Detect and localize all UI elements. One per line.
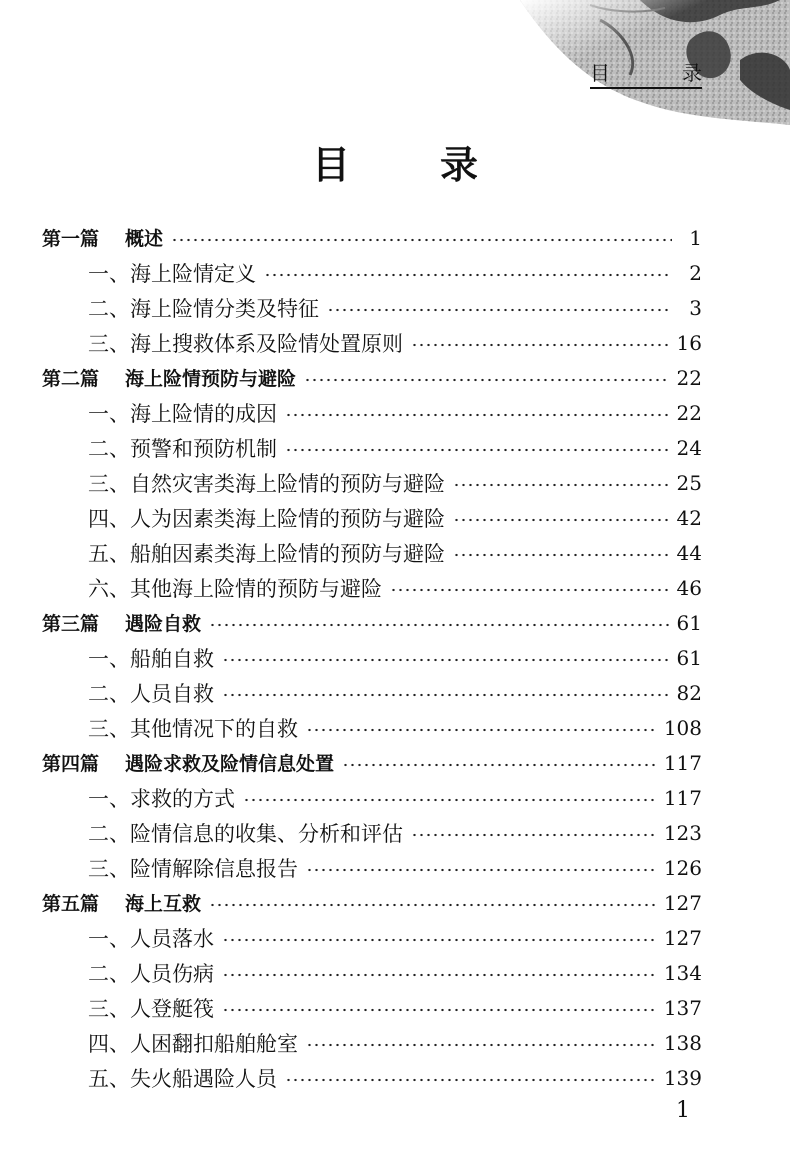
toc-part-title: 遇险求救及险情信息处置 xyxy=(125,753,335,775)
toc-entry-label: 五、船舶因素类海上险情的预防与避险 xyxy=(88,541,445,566)
toc-entry-label: 一、人员落水 xyxy=(88,926,214,951)
toc-page-number: 117 xyxy=(663,750,702,775)
toc-page-number: 138 xyxy=(663,1030,702,1055)
toc-dot-leader xyxy=(390,588,669,592)
toc-entry-label xyxy=(42,609,201,636)
toc-entry-label: 一、船舶自救 xyxy=(88,646,214,671)
toc-entry-label: 一、海上险情的成因 xyxy=(88,401,277,426)
toc-dot-leader xyxy=(264,273,672,277)
toc-dot-leader xyxy=(171,238,672,242)
toc-section-row[interactable] xyxy=(42,920,702,955)
toc-section-row[interactable] xyxy=(42,1060,702,1095)
toc-entry-label: 五、失火船遇险人员 xyxy=(88,1066,277,1091)
toc-dot-leader xyxy=(222,658,669,662)
toc-page-number: 137 xyxy=(663,995,702,1020)
page-number: 1 xyxy=(676,1098,690,1123)
toc-page-number: 46 xyxy=(676,575,702,600)
toc-entry-label: 二、预警和预防机制 xyxy=(88,436,277,461)
toc-part-number: 第一篇 xyxy=(42,228,100,250)
toc-section-row[interactable] xyxy=(42,395,702,430)
toc-page-number: 82 xyxy=(676,680,702,705)
toc-entry-label: 四、人为因素类海上险情的预防与避险 xyxy=(88,506,445,531)
toc-dot-leader xyxy=(285,1078,656,1082)
toc-page-number: 61 xyxy=(676,645,702,670)
toc-dot-leader xyxy=(411,833,656,837)
toc-page-number: 42 xyxy=(676,505,702,530)
toc-page-number: 108 xyxy=(663,715,702,740)
toc-dot-leader xyxy=(306,868,656,872)
toc-section-row[interactable] xyxy=(42,850,702,885)
toc-part-row[interactable] xyxy=(42,745,702,780)
toc-section-row[interactable] xyxy=(42,570,702,605)
page-title-right: 录 xyxy=(440,143,479,187)
toc-part-number: 第五篇 xyxy=(42,893,100,915)
toc-dot-leader xyxy=(209,903,656,907)
page-title xyxy=(0,140,790,190)
toc-page-number: 127 xyxy=(663,890,702,915)
toc-page-number: 1 xyxy=(689,225,702,250)
toc-page-number: 24 xyxy=(676,435,702,460)
toc-entry-label: 一、海上险情定义 xyxy=(88,261,256,286)
toc-entry-label: 三、海上搜救体系及险情处置原则 xyxy=(88,331,403,356)
toc-part-number: 第二篇 xyxy=(42,368,100,390)
toc-page-number: 126 xyxy=(663,855,702,880)
toc-part-row[interactable] xyxy=(42,220,702,255)
toc-page-number: 44 xyxy=(676,540,702,565)
toc-entry-label xyxy=(42,749,334,776)
toc-dot-leader xyxy=(243,798,656,802)
toc-dot-leader xyxy=(222,938,656,942)
toc-section-row[interactable] xyxy=(42,325,702,360)
toc-entry-label: 二、人员伤病 xyxy=(88,961,214,986)
toc-dot-leader xyxy=(222,1008,656,1012)
toc-dot-leader xyxy=(411,343,669,347)
toc-section-row[interactable] xyxy=(42,675,702,710)
toc-entry-label: 二、人员自救 xyxy=(88,681,214,706)
toc-section-row[interactable] xyxy=(42,1025,702,1060)
toc-entry-label: 三、人登艇筏 xyxy=(88,996,214,1021)
toc-part-row[interactable] xyxy=(42,360,702,395)
toc-part-row[interactable] xyxy=(42,605,702,640)
toc-part-row[interactable] xyxy=(42,885,702,920)
table-of-contents xyxy=(42,220,702,1095)
toc-section-row[interactable] xyxy=(42,255,702,290)
toc-part-number: 第三篇 xyxy=(42,613,100,635)
toc-page-number: 117 xyxy=(663,785,702,810)
running-header-right: 录 xyxy=(682,61,702,85)
toc-dot-leader xyxy=(453,553,669,557)
toc-page-number: 3 xyxy=(689,295,702,320)
toc-dot-leader xyxy=(285,413,669,417)
toc-entry-label xyxy=(42,889,201,916)
toc-entry-label xyxy=(42,364,296,391)
toc-part-title: 遇险自救 xyxy=(125,613,202,635)
toc-dot-leader xyxy=(306,1043,656,1047)
toc-page-number: 22 xyxy=(676,365,702,390)
toc-dot-leader xyxy=(222,973,656,977)
toc-page-number: 22 xyxy=(676,400,702,425)
toc-page-number: 123 xyxy=(663,820,702,845)
toc-dot-leader xyxy=(209,623,669,627)
running-header-left: 目 xyxy=(590,61,610,85)
toc-page-number: 134 xyxy=(663,960,702,985)
toc-section-row[interactable] xyxy=(42,640,702,675)
toc-section-row[interactable] xyxy=(42,990,702,1025)
toc-section-row[interactable] xyxy=(42,500,702,535)
toc-part-title: 概述 xyxy=(125,228,164,250)
toc-entry-label xyxy=(42,224,163,251)
toc-entry-label: 二、险情信息的收集、分析和评估 xyxy=(88,821,403,846)
toc-part-title: 海上险情预防与避险 xyxy=(125,368,297,390)
toc-section-row[interactable] xyxy=(42,465,702,500)
toc-dot-leader xyxy=(222,693,669,697)
toc-page-number: 16 xyxy=(676,330,702,355)
toc-dot-leader xyxy=(306,728,656,732)
toc-dot-leader xyxy=(327,308,672,312)
toc-entry-label: 三、其他情况下的自救 xyxy=(88,716,298,741)
toc-dot-leader xyxy=(304,378,669,382)
toc-dot-leader xyxy=(453,483,669,487)
toc-entry-label: 三、自然灾害类海上险情的预防与避险 xyxy=(88,471,445,496)
toc-entry-label: 六、其他海上险情的预防与避险 xyxy=(88,576,382,601)
toc-page-number: 127 xyxy=(663,925,702,950)
toc-section-row[interactable] xyxy=(42,535,702,570)
toc-section-row[interactable] xyxy=(42,780,702,815)
toc-dot-leader xyxy=(453,518,669,522)
toc-entry-label: 三、险情解除信息报告 xyxy=(88,856,298,881)
toc-entry-label: 二、海上险情分类及特征 xyxy=(88,296,319,321)
toc-page-number: 61 xyxy=(676,610,702,635)
toc-entry-label: 一、求救的方式 xyxy=(88,786,235,811)
toc-dot-leader xyxy=(285,448,669,452)
toc-part-number: 第四篇 xyxy=(42,753,100,775)
toc-section-row[interactable] xyxy=(42,290,702,325)
page-title-left: 目 xyxy=(311,143,350,187)
toc-dot-leader xyxy=(342,763,656,767)
toc-section-row[interactable] xyxy=(42,955,702,990)
toc-page-number: 139 xyxy=(663,1065,702,1090)
toc-section-row[interactable] xyxy=(42,430,702,465)
running-header xyxy=(590,62,702,89)
toc-section-row[interactable] xyxy=(42,710,702,745)
toc-page-number: 2 xyxy=(689,260,702,285)
toc-page-number: 25 xyxy=(676,470,702,495)
toc-entry-label: 四、人困翻扣船舶舱室 xyxy=(88,1031,298,1056)
toc-part-title: 海上互救 xyxy=(125,893,202,915)
toc-section-row[interactable] xyxy=(42,815,702,850)
